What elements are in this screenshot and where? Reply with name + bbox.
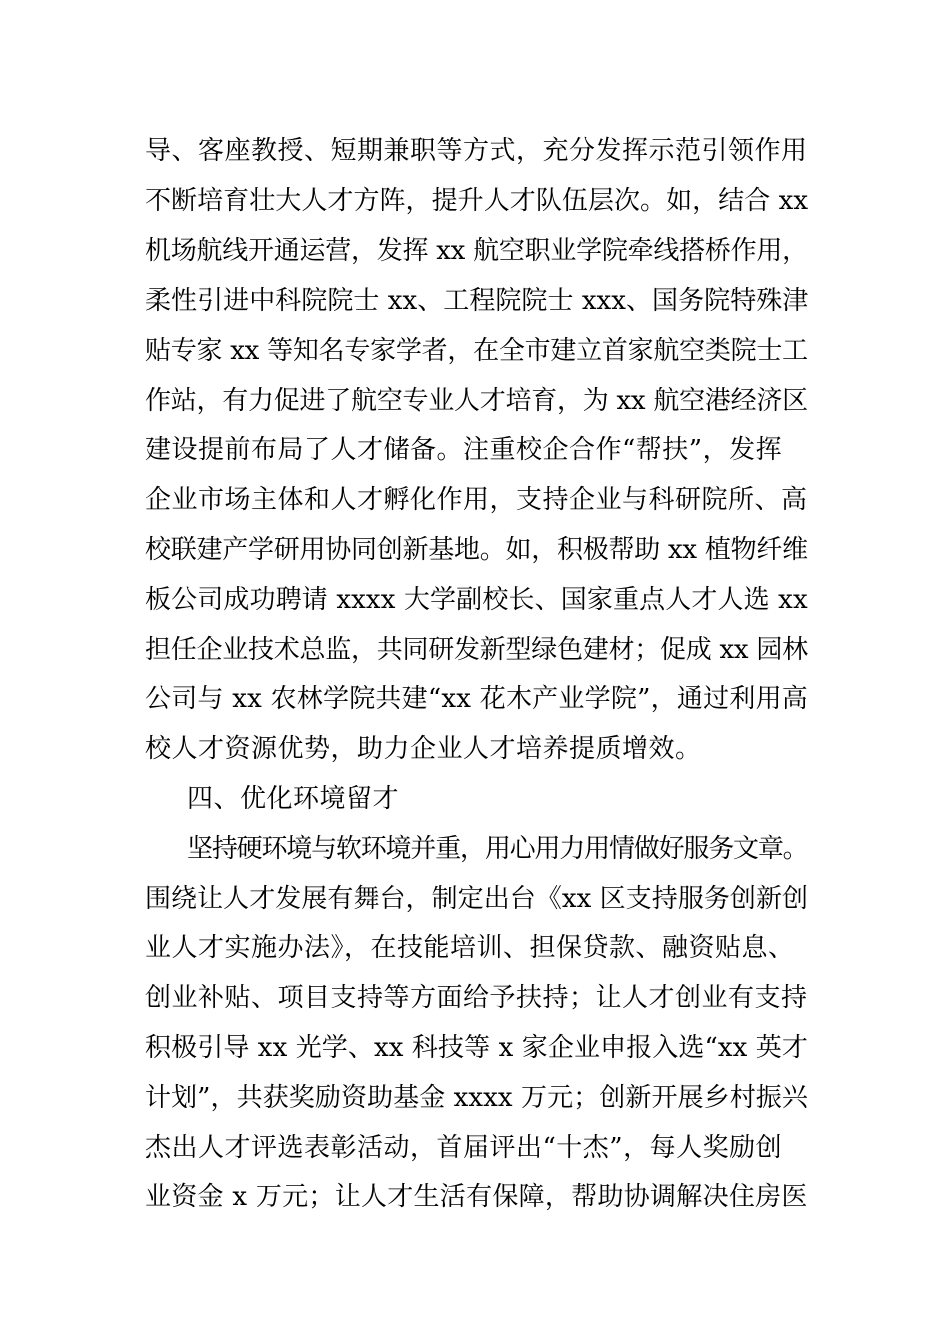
text-line: 机场航线开通运营，发挥 xx 航空职业学院牵线搭桥作用， [145, 236, 808, 266]
text-line: 杰出人才评选表彰活动，首届评出“十杰”，每人奖励创 [145, 1133, 783, 1163]
text-line: 建设提前布局了人才储备。注重校企合作“帮扶”，发挥 [145, 435, 783, 465]
text-line: 柔性引进中科院院士 xx、工程院院士 xxx、国务院特殊津 [145, 286, 809, 316]
text-line: 板公司成功聘请 xxxx 大学副校长、国家重点人才人选 xx [145, 585, 808, 615]
section-heading: 四、优化环境留才 [187, 784, 400, 814]
text-line: 贴专家 xx 等知名专家学者，在全市建立首家航空类院士工 [145, 336, 808, 366]
text-line: 坚持硬环境与软环境并重，用心用力用情做好服务文章。 [187, 834, 808, 864]
text-line: 公司与 xx 农林学院共建“xx 花木产业学院”，通过利用高 [145, 684, 809, 714]
text-line: 不断培育壮大人才方阵，提升人才队伍层次。如，结合 xx [145, 186, 809, 216]
text-line: 作站，有力促进了航空专业人才培育，为 xx 航空港经济区 [145, 386, 808, 416]
text-line: 担任企业技术总监，共同研发新型绿色建材；促成 xx 园林 [145, 635, 808, 665]
text-line: 计划”，共获奖励资助基金 xxxx 万元；创新开展乡村振兴 [145, 1083, 808, 1113]
text-line: 导、客座教授、短期兼职等方式，充分发挥示范引领作用 [145, 136, 808, 166]
text-line: 校人才资源优势，助力企业人才培养提质增效。 [145, 734, 702, 764]
text-line: 围绕让人才发展有舞台，制定出台《xx 区支持服务创新创 [145, 884, 809, 914]
text-line: 企业市场主体和人才孵化作用，支持企业与科研院所、高 [145, 485, 808, 515]
text-line: 创业补贴、项目支持等方面给予扶持；让人才创业有支持 [145, 983, 808, 1013]
text-line: 积极引导 xx 光学、xx 科技等 x 家企业申报入选“xx 英才 [145, 1033, 809, 1063]
text-line: 业资金 x 万元；让人才生活有保障，帮助协调解决住房医 [145, 1182, 808, 1212]
text-line: 校联建产学研用协同创新基地。如，积极帮助 xx 植物纤维 [145, 535, 808, 565]
text-line: 业人才实施办法》，在技能培训、担保贷款、融资贴息、 [145, 933, 795, 963]
